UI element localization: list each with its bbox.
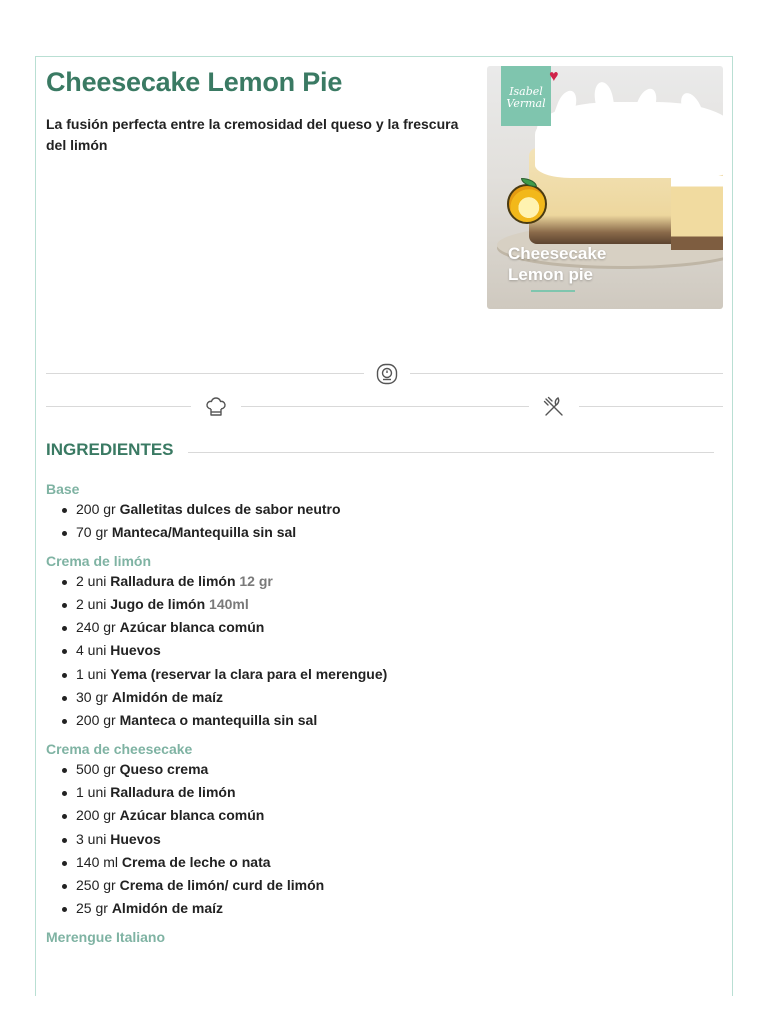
chef-hat-icon: [191, 393, 241, 421]
brand-line-1: Isabel: [509, 85, 543, 98]
brand-line-2: Vermal: [506, 97, 546, 110]
ingredient-qty: 240 gr: [76, 619, 116, 636]
ingredient-qty: 25 gr: [76, 900, 108, 917]
cake-slice-shape: [671, 176, 723, 250]
ingredient-group: [46, 552, 716, 733]
ingredient-group-title: Merengue Italiano: [46, 928, 166, 945]
ingredient-name: Huevos: [110, 642, 161, 659]
recipe-subtitle: La fusión perfecta entre la cremosidad del queso y la frescura del limón: [46, 116, 459, 153]
ingredient-name: Crema de limón/ curd de limón: [119, 877, 325, 894]
ingredient-qty: 200 gr: [76, 501, 116, 517]
ingredient-qty: 2 uni: [76, 572, 107, 589]
ingredient-list: [46, 570, 716, 733]
ingredient-group-title: Crema de cheesecake: [46, 740, 193, 757]
ingredient-qty: 200 gr: [76, 807, 116, 824]
ingredient-item: [61, 593, 716, 616]
brand-logo: [501, 66, 551, 126]
ingredient-item: [61, 828, 716, 851]
ingredient-name: Almidón de maíz: [111, 689, 224, 706]
ingredient-name: Manteca/Mantequilla sin sal: [111, 524, 297, 541]
ingredient-qty: 250 gr: [76, 877, 116, 894]
ingredient-item: [61, 498, 716, 521]
ingredient-name: Ralladura de limón: [110, 572, 236, 589]
ingredient-item: [61, 709, 716, 732]
ingredient-group: [46, 480, 716, 545]
ingredient-qty: 1 uni: [76, 665, 107, 682]
section-divider: [186, 452, 714, 453]
ingredient-qty: 70 gr: [76, 524, 108, 541]
ingredient-list: [46, 498, 716, 545]
ingredient-groups: [46, 477, 716, 953]
ingredient-name: Huevos: [110, 830, 161, 847]
timer-icon: [364, 360, 410, 388]
ingredient-item: [61, 686, 716, 709]
ingredient-item: [61, 851, 716, 874]
ingredient-item: [61, 616, 716, 639]
ingredient-extra: 12 gr: [239, 572, 273, 589]
ingredient-item: [61, 570, 716, 593]
ingredient-group: [46, 740, 716, 921]
ingredient-extra: 140ml: [209, 595, 249, 612]
ingredient-name: Azúcar blanca común: [119, 619, 265, 636]
ingredient-name: Queso crema: [119, 760, 209, 777]
ingredient-list: [46, 758, 716, 921]
ingredient-name: Crema de leche o nata: [121, 853, 271, 870]
ingredient-name: Ralladura de limón: [110, 783, 236, 800]
ingredient-item: [61, 804, 716, 827]
ingredient-group: [46, 928, 716, 946]
utensils-icon: [529, 393, 579, 421]
image-label-line-2: Lemon pie: [508, 265, 594, 284]
ingredient-qty: 4 uni: [76, 642, 107, 659]
ingredient-name: Yema (reservar la clara para el merengue): [110, 665, 388, 682]
image-label: [508, 243, 606, 285]
ingredient-qty: 200 gr: [76, 712, 116, 729]
ingredients-heading: INGREDIENTES: [46, 440, 188, 460]
ingredient-qty: 140 ml: [76, 853, 119, 870]
recipe-title: Cheesecake Lemon Pie: [46, 67, 343, 97]
ingredient-item: [61, 897, 716, 920]
ingredient-qty: 3 uni: [76, 830, 107, 847]
ingredient-name: Jugo de limón: [110, 595, 206, 612]
ingredient-name: Azúcar blanca común: [119, 807, 265, 824]
heart-icon: ♥: [549, 68, 559, 85]
lemon-icon: [507, 184, 547, 224]
recipe-image[interactable]: [487, 66, 723, 309]
ingredient-item: [61, 781, 716, 804]
recipe-card: [35, 56, 733, 996]
ingredient-name: Manteca o mantequilla sin sal: [119, 712, 318, 729]
ingredient-item: [61, 521, 716, 544]
divider-line: [46, 406, 723, 407]
image-label-line-1: Cheesecake: [508, 244, 607, 263]
ingredient-group-title: Crema de limón: [46, 552, 152, 569]
image-label-underline: [531, 290, 575, 292]
ingredient-qty: 500 gr: [76, 760, 116, 777]
ingredient-qty: 2 uni: [76, 595, 107, 612]
ingredient-group-title: Base: [46, 481, 80, 497]
ingredient-qty: 1 uni: [76, 783, 107, 800]
ingredient-name: Almidón de maíz: [111, 900, 224, 917]
ingredient-item: [61, 639, 716, 662]
ingredient-item: [61, 874, 716, 897]
ingredient-item: [61, 758, 716, 781]
ingredient-name: Galletitas dulces de sabor neutro: [119, 501, 341, 517]
ingredient-item: [61, 663, 716, 686]
ingredient-qty: 30 gr: [76, 689, 108, 706]
